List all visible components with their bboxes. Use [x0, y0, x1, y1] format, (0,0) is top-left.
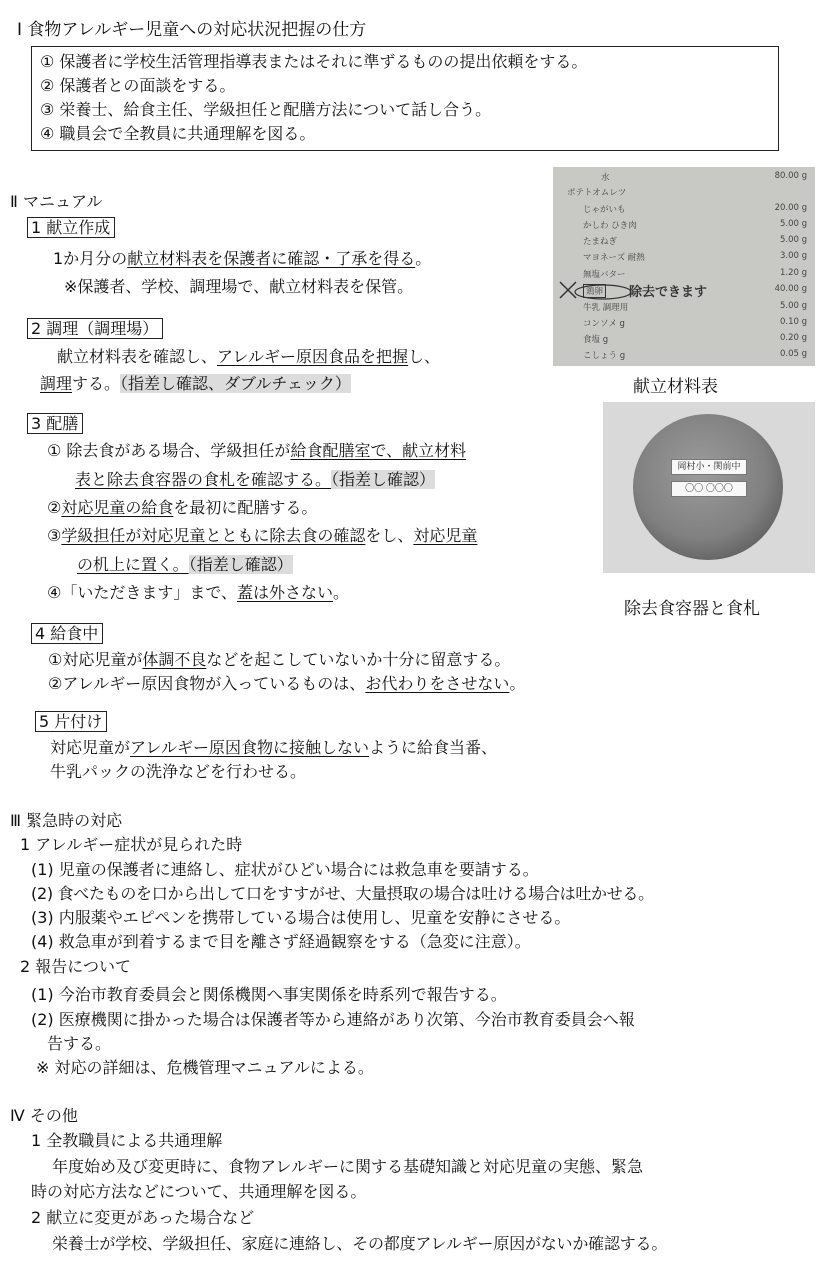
section-1-item-2: ② 保護者との面談をする。 — [40, 76, 236, 95]
cleanup-heading: 5 片付け — [35, 711, 107, 732]
section-1-item-3: ③ 栄養士、給食主任、学級担任と配膳方法について話し合う。 — [40, 100, 492, 119]
section-1-title: Ⅰ 食物アレルギー児童への対応状況把握の仕方 — [17, 20, 367, 40]
ingredient-row: かしわ ひき肉 5.00 g — [583, 219, 807, 231]
serving-item-4: ④「いただきます」まで、蓋は外さない。 — [47, 583, 350, 602]
serving-heading: 3 配膳 — [27, 413, 83, 434]
section-3-title: Ⅲ 緊急時の対応 — [10, 811, 123, 830]
cooking-line-2: 調理する。（指差し確認、ダブルチェック） — [40, 374, 351, 393]
during-lunch-item-2: ②アレルギー原因食物が入っているものは、お代わりをさせない。 — [48, 674, 526, 693]
section-3-report-item-1: (1) 今治市教育委員会と関係機関へ事実関係を時系列で報告する。 — [31, 985, 507, 1004]
section-4-sub-1-line-1: 年度始め及び変更時に、食物アレルギーに関する基礎知識と対応児童の実態、緊急 — [52, 1157, 643, 1176]
section-3-sub-1: 1 アレルギー症状が見られた時 — [20, 835, 243, 854]
circle-mark-icon — [573, 283, 633, 301]
section-3-item-3: (3) 内服薬やエピペンを携帯している場合は使用し、児童を安静にさせる。 — [31, 908, 571, 927]
serving-item-1-line-2: 表と除去食容器の食札を確認する。（指差し確認） — [75, 470, 436, 489]
ingredient-row: 食塩 g 0.20 g — [583, 333, 807, 345]
ingredient-row: 水 80.00 g — [601, 171, 807, 183]
ingredient-row: コンソメ g 0.10 g — [583, 317, 807, 329]
section-1-item-4: ④ 職員会で全教員に共通理解を図る。 — [40, 124, 316, 143]
container-photo — [603, 402, 815, 573]
section-3-sub-2: 2 報告について — [20, 957, 131, 976]
ingredient-row: 牛乳 調理用 5.00 g — [583, 301, 807, 313]
ingredient-row: ポテトオムレツ — [567, 188, 627, 198]
section-4-sub-1-line-2: 時の対応方法などについて、共通理解を図る。 — [31, 1182, 367, 1201]
serving-item-3-line-2: の机上に置く。（指差し確認） — [77, 555, 293, 574]
section-3-item-1: (1) 児童の保護者に連絡し、症状がひどい場合には救急車を要請する。 — [31, 860, 539, 879]
label-school: 岡村小・関前中 — [671, 459, 747, 475]
section-3-report-item-2: (2) 医療機関に掛かった場合は保護者等から連絡があり次第、今治市教育委員会へ報 — [31, 1010, 635, 1029]
during-lunch-item-1: ①対応児童が体調不良などを起こしていないか十分に留意する。 — [48, 650, 511, 669]
section-4-sub-1: 1 全教職員による共通理解 — [31, 1131, 223, 1150]
serving-item-2: ②対応児童の給食を最初に配膳する。 — [47, 498, 318, 517]
during-lunch-heading: 4 給食中 — [31, 623, 103, 644]
section-3-report-item-2-cont: 告する。 — [47, 1034, 112, 1053]
section-3-item-4: (4) 救急車が到着するまで目を離さず経過観察をする（急変に注意）。 — [31, 932, 531, 951]
menu-creation-line-2: ※保護者、学校、調理場で、献立材料表を保管。 — [64, 277, 414, 296]
container-photo-caption: 除去食容器と食札 — [624, 599, 760, 619]
removal-stamp: 除去できます — [629, 285, 708, 300]
ingredient-row: たまねぎ 5.00 g — [583, 235, 807, 247]
menu-ingredients-photo — [553, 167, 815, 366]
cooking-line-1: 献立材料表を確認し、アレルギー原因食品を把握し、 — [57, 347, 440, 366]
menu-photo-caption: 献立材料表 — [633, 377, 718, 397]
section-4-sub-2-line-1: 栄養士が学校、学級担任、家庭に連絡し、その都度アレルギー原因がないか確認する。 — [52, 1234, 668, 1253]
section-4-sub-2: 2 献立に変更があった場合など — [31, 1208, 255, 1227]
section-1-item-1: ① 保護者に学校生活管理指導表またはそれに準ずるものの提出依頼をする。 — [40, 52, 588, 71]
label-name: 〇〇 〇〇〇 — [671, 481, 747, 497]
section-3-note: ※ 対応の詳細は、危機管理マニュアルによる。 — [36, 1058, 374, 1077]
menu-creation-heading: 1 献立作成 — [27, 217, 115, 238]
section-3-item-2: (2) 食べたものを口から出して口をすすがせ、大量摂取の場合は吐ける場合は吐かせる。 — [31, 884, 654, 903]
section-2-title: Ⅱ マニュアル — [10, 192, 103, 211]
ingredient-row: 鶏卵 40.00 g — [553, 284, 815, 299]
ingredient-row: マヨネーズ 耐熱 3.00 g — [583, 251, 807, 263]
cooking-heading: 2 調理（調理場） — [27, 318, 163, 339]
ingredient-row: 無塩バター 1.20 g — [583, 268, 807, 280]
ingredient-row: じゃがいも 20.00 g — [583, 203, 807, 215]
serving-item-3-line-1: ③学級担任が対応児童とともに除去食の確認をし、対応児童 — [47, 526, 478, 545]
section-4-title: Ⅳ その他 — [10, 1106, 78, 1125]
serving-item-1-line-1: ① 除去食がある場合、学級担任が給食配膳室で、献立材料 — [47, 441, 467, 460]
ingredient-row: こしょう g 0.05 g — [583, 349, 807, 361]
menu-creation-line-1: 1か月分の献立材料表を保護者に確認・了承を得る。 — [53, 249, 432, 268]
cleanup-line-1: 対応児童がアレルギー原因食物に接触しないように給食当番、 — [50, 738, 497, 757]
cleanup-line-2: 牛乳パックの洗浄などを行わせる。 — [50, 762, 307, 781]
